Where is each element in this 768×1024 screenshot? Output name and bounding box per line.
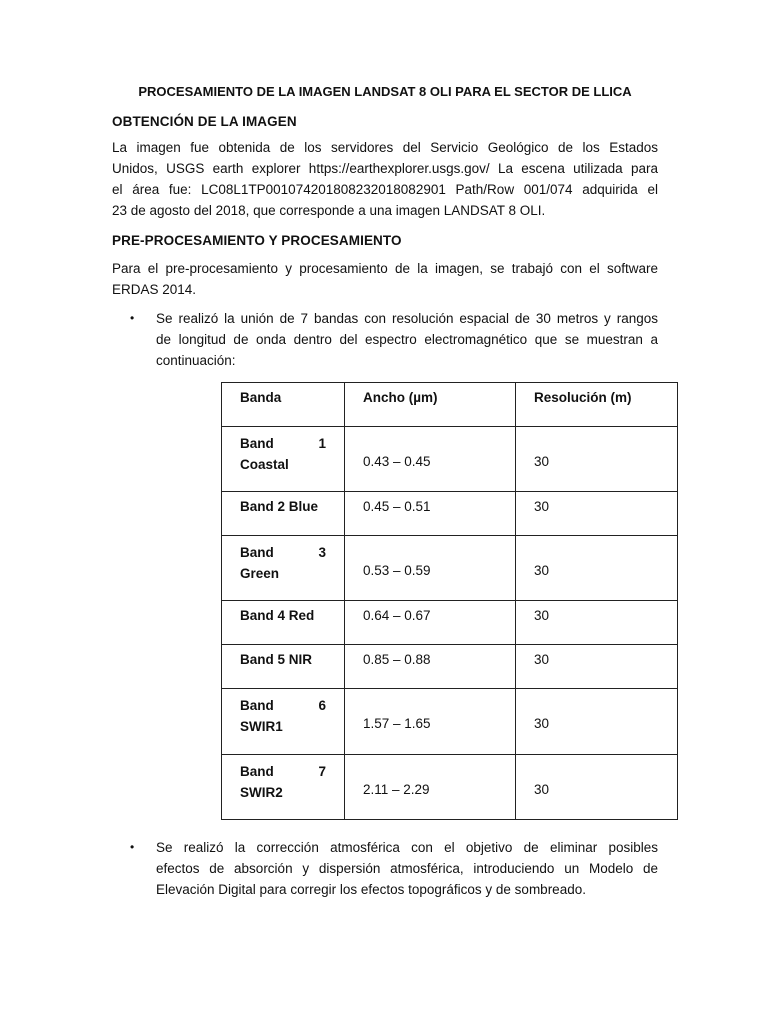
bullet-line: de longitud de onda dentro del espectro electromagnético que se muestran a bbox=[156, 332, 658, 347]
bullet-line: Se realizó la unión de 7 bandas con resolución espacial de 30 metros y rangos bbox=[156, 311, 658, 326]
resolucion-value: 30 bbox=[534, 716, 550, 731]
resolucion-value: 30 bbox=[534, 499, 550, 514]
header-resolucion: Resolución (m) bbox=[534, 390, 632, 405]
table-header-row bbox=[222, 383, 678, 427]
paragraph-obtencion bbox=[112, 137, 658, 221]
bullet-line: efectos de absorción y dispersión atmosférica, introduciendo un Modelo de bbox=[156, 861, 658, 876]
bullet-line: Elevación Digital para corregir los efectos topográficos y de sombreado. bbox=[156, 882, 586, 897]
table-row bbox=[222, 536, 678, 601]
bands-table bbox=[221, 382, 678, 820]
paragraph-line: el área fue: LC08L1TP001074201808232018082901 Path/Row 001/074 adquirida el bbox=[112, 182, 658, 197]
paragraph-line: 23 de agosto del 2018, que corresponde a una imagen LANDSAT 8 OLI. bbox=[112, 203, 546, 218]
bullet-icon: • bbox=[130, 311, 135, 325]
ancho-value: 0.64 – 0.67 bbox=[363, 608, 431, 623]
paragraph-line: ERDAS 2014. bbox=[112, 282, 197, 297]
ancho-value: 1.57 – 1.65 bbox=[363, 716, 431, 731]
band-label: Band bbox=[240, 764, 274, 779]
paragraph-line: Unidos, USGS earth explorer https://earthexplorer.usgs.gov/ La escena utilizada para bbox=[112, 161, 658, 176]
ancho-value: 0.43 – 0.45 bbox=[363, 454, 431, 469]
band-label: Band bbox=[240, 698, 274, 713]
bullet-line: Se realizó la corrección atmosférica con el objetivo de eliminar posibles bbox=[156, 840, 658, 855]
table-row bbox=[222, 601, 678, 645]
table-row bbox=[222, 689, 678, 755]
ancho-value: 0.45 – 0.51 bbox=[363, 499, 431, 514]
ancho-value: 0.85 – 0.88 bbox=[363, 652, 431, 667]
band-number: 3 bbox=[318, 545, 326, 560]
header-ancho: Ancho (µm) bbox=[363, 390, 438, 405]
band-number: 1 bbox=[318, 436, 326, 451]
band-label: Band bbox=[240, 436, 274, 451]
paragraph-line: Para el pre-procesamiento y procesamiento de la imagen, se trabajó con el software bbox=[112, 261, 658, 276]
band-name: SWIR1 bbox=[240, 719, 283, 734]
table-row bbox=[222, 645, 678, 689]
band-name: SWIR2 bbox=[240, 785, 283, 800]
band-label: Band bbox=[240, 545, 274, 560]
band-name: Coastal bbox=[240, 457, 289, 472]
paragraph-procesamiento bbox=[112, 258, 658, 300]
band-name: Band 2 Blue bbox=[240, 499, 319, 514]
header-banda: Banda bbox=[240, 390, 282, 405]
table-row bbox=[222, 492, 678, 536]
band-name: Band 5 NIR bbox=[240, 652, 313, 667]
ancho-value: 0.53 – 0.59 bbox=[363, 563, 431, 578]
band-number: 7 bbox=[318, 764, 326, 779]
document-title: PROCESAMIENTO DE LA IMAGEN LANDSAT 8 OLI PARA EL SECTOR DE LLICA bbox=[138, 84, 632, 99]
bullet-line: continuación: bbox=[156, 353, 236, 368]
bullet-icon: • bbox=[130, 840, 135, 854]
section-heading-procesamiento: PRE-PROCESAMIENTO Y PROCESAMIENTO bbox=[112, 233, 402, 248]
table-row bbox=[222, 755, 678, 820]
section-heading-obtencion: OBTENCIÓN DE LA IMAGEN bbox=[112, 114, 297, 129]
ancho-value: 2.11 – 2.29 bbox=[363, 782, 430, 797]
resolucion-value: 30 bbox=[534, 652, 550, 667]
paragraph-line: La imagen fue obtenida de los servidores del Servicio Geológico de los Estados bbox=[112, 140, 658, 155]
resolucion-value: 30 bbox=[534, 782, 550, 797]
band-name: Green bbox=[240, 566, 280, 581]
band-number: 6 bbox=[318, 698, 326, 713]
band-name: Band 4 Red bbox=[240, 608, 315, 623]
table-row bbox=[222, 427, 678, 492]
resolucion-value: 30 bbox=[534, 563, 550, 578]
resolucion-value: 30 bbox=[534, 454, 550, 469]
resolucion-value: 30 bbox=[534, 608, 550, 623]
